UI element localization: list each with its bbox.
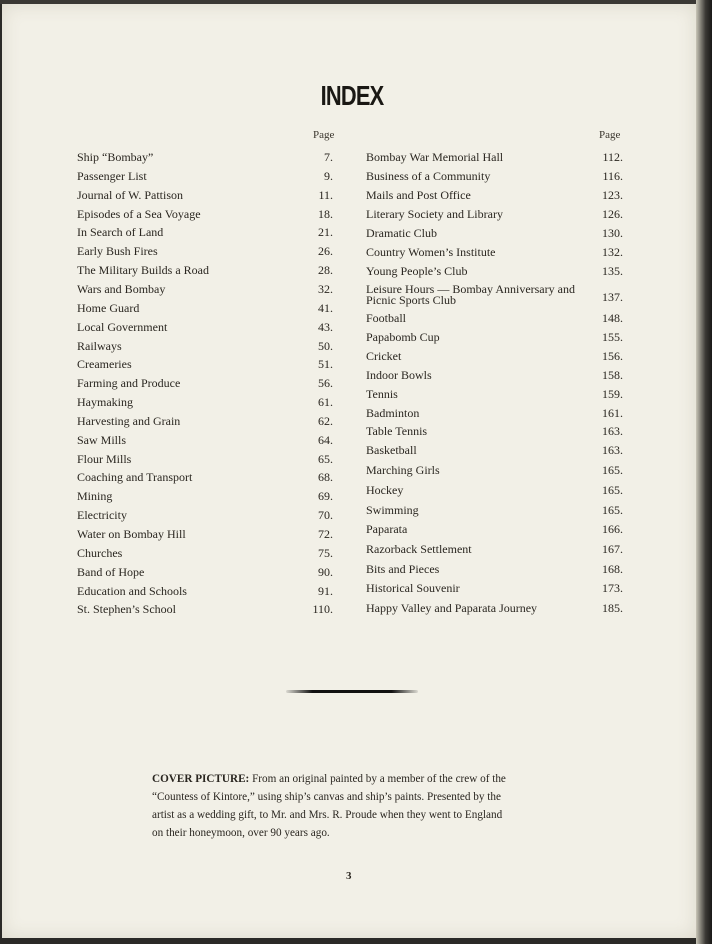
entry-page-number: 163. [602, 443, 623, 457]
index-entry [366, 169, 623, 187]
entry-title: Saw Mills [77, 432, 127, 447]
entry-title: Country Women’s Institute [366, 245, 496, 259]
entry-title: Papabomb Cup [366, 330, 440, 344]
entry-title: Creameries [77, 357, 132, 372]
entry-page-number: 148. [602, 311, 623, 325]
entry-title: Harvesting and Grain [77, 413, 181, 428]
entry-title: Leisure Hours — Bombay Anniversary and [366, 282, 575, 296]
entry-title: Table Tennis [366, 424, 428, 438]
index-entry [77, 508, 333, 526]
index-entry [366, 406, 623, 424]
entry-page-number: 158. [602, 368, 623, 382]
entry-title: Education and Schools [77, 583, 187, 598]
entry-title: Haymaking [77, 395, 133, 410]
entry-page-number: 173. [602, 581, 623, 595]
entry-title: Water on Bombay Hill [77, 527, 186, 541]
entry-title: Historical Souvenir [366, 581, 460, 595]
page-number: 3 [346, 870, 352, 882]
entry-page-number: 165. [602, 463, 623, 477]
entry-page-number: 18. [318, 206, 333, 221]
entry-title: St. Stephen’s School [77, 602, 177, 617]
entry-page-number: 90. [318, 564, 333, 579]
scan-edge-right [696, 0, 712, 944]
entry-page-number: 132. [602, 245, 623, 259]
index-entry [366, 150, 623, 168]
entry-title: Literary Society and Library [366, 207, 503, 221]
entry-page-number: 28. [318, 263, 333, 278]
index-entry [77, 584, 333, 602]
entry-page-number: 135. [602, 264, 623, 278]
entry-title: Railways [77, 338, 122, 353]
entry-page-number: 72. [318, 527, 333, 541]
entry-title: Band of Hope [77, 564, 145, 579]
index-entry [366, 349, 623, 367]
index-entry [77, 565, 333, 583]
index-entry [77, 225, 333, 243]
entry-page-number: 75. [318, 545, 333, 560]
index-entry [366, 581, 623, 599]
entry-page-number: 110. [312, 602, 333, 617]
index-entry [77, 339, 333, 357]
index-entry [366, 311, 623, 329]
index-entry [366, 282, 623, 307]
entry-page-number: 91. [318, 583, 333, 598]
index-entry [366, 522, 623, 540]
entry-title: Ship “Bombay” [77, 150, 154, 164]
entry-title: Passenger List [77, 168, 147, 183]
entry-page-number: 68. [318, 470, 333, 485]
entry-title: Paparata [366, 522, 408, 536]
entry-title: In Search of Land [77, 225, 164, 240]
index-entry [366, 387, 623, 405]
entry-title: Dramatic Club [366, 226, 437, 240]
index-entry [77, 263, 333, 281]
entry-page-number: 64. [318, 432, 333, 447]
index-entry [366, 424, 623, 442]
entry-page-number: 43. [318, 319, 333, 334]
index-entry [366, 368, 623, 386]
entry-title: Early Bush Fires [77, 244, 158, 259]
entry-title: Coaching and Transport [77, 470, 193, 485]
entry-page-number: 41. [318, 300, 333, 315]
entry-title: Marching Girls [366, 463, 440, 477]
index-entry [366, 562, 623, 580]
entry-page-number: 112. [602, 150, 623, 164]
entry-title: Home Guard [77, 300, 140, 315]
entry-page-number: 116. [602, 169, 623, 183]
entry-title: Young People’s Club [366, 264, 468, 278]
document-page [2, 4, 696, 938]
index-entry [77, 207, 333, 225]
index-entry [77, 320, 333, 338]
index-entry [77, 452, 333, 470]
index-entry [77, 602, 333, 620]
entry-title: Bombay War Memorial Hall [366, 150, 504, 164]
cover-line-2: “Countess of Kintore,” using ship’s canvas and ship’s paints. Presented by the [152, 791, 501, 803]
entry-page-number: 165. [602, 503, 623, 517]
entry-title: Journal of W. Pattison [77, 187, 184, 202]
entry-page-number: 155. [602, 330, 623, 344]
index-entry [77, 150, 333, 168]
entry-page-number: 159. [602, 387, 623, 401]
entry-title: Happy Valley and Paparata Journey [366, 601, 538, 615]
entry-title: Bits and Pieces [366, 562, 440, 576]
entry-page-number: 62. [318, 413, 333, 428]
index-entry [366, 207, 623, 225]
entry-page-number: 161. [602, 406, 623, 420]
entry-title: Hockey [366, 483, 404, 497]
index-entry [366, 245, 623, 263]
entry-page-number: 163. [602, 424, 623, 438]
index-entry [77, 376, 333, 394]
entry-page-number: 126. [602, 207, 623, 221]
index-entry [77, 282, 333, 300]
entry-title: Mining [77, 489, 113, 504]
divider-rule [286, 690, 418, 693]
index-entry [77, 357, 333, 375]
entry-page-number: 56. [318, 376, 333, 391]
entry-page-number: 50. [318, 338, 333, 353]
index-entry [77, 414, 333, 432]
entry-title: Mails and Post Office [366, 188, 471, 202]
entry-page-number: 130. [602, 226, 623, 240]
entry-page-number: 21. [318, 225, 333, 240]
index-entry [366, 226, 623, 244]
index-entry [366, 503, 623, 521]
entry-title: Farming and Produce [77, 376, 181, 391]
entry-page-number: 7. [324, 150, 333, 164]
index-entry [366, 264, 623, 282]
index-entry [77, 244, 333, 262]
entry-title: Episodes of a Sea Voyage [77, 206, 201, 221]
entry-title: Flour Mills [77, 451, 132, 466]
entry-page-number: 185. [602, 601, 623, 615]
entry-page-number: 123. [602, 188, 623, 202]
entry-title: Swimming [366, 503, 419, 517]
entry-title: Badminton [366, 406, 420, 420]
entry-title: Razorback Settlement [366, 542, 472, 556]
entry-title: Local Government [77, 319, 168, 334]
entry-title: Indoor Bowls [366, 368, 432, 382]
entry-page-number: 156. [602, 349, 623, 363]
entry-title: Electricity [77, 508, 127, 523]
entry-title-continued: Picnic Sports Club [366, 293, 457, 307]
entry-title: Basketball [366, 443, 417, 457]
index-entry [77, 433, 333, 451]
entry-page-number: 11. [318, 187, 333, 202]
entry-page-number: 26. [318, 244, 333, 259]
entry-page-number: 137. [602, 290, 623, 304]
entry-page-number: 167. [602, 542, 623, 556]
index-entry [77, 470, 333, 488]
cover-picture-caption [152, 770, 562, 842]
entry-page-number: 51. [318, 357, 333, 372]
index-entry [77, 301, 333, 319]
entry-page-number: 165. [602, 483, 623, 497]
right-page-header: Page [599, 129, 621, 141]
index-entry [77, 169, 333, 187]
index-entry [77, 188, 333, 206]
entry-title: Cricket [366, 349, 402, 363]
cover-line-1: From an original painted by a member of the crew of the [252, 773, 506, 785]
index-entry [77, 489, 333, 507]
cover-line-3: artist as a wedding gift, to Mr. and Mrs. R. Proude when they went to England [152, 809, 503, 821]
index-entry [366, 601, 623, 619]
entry-page-number: 32. [318, 281, 333, 296]
index-entry [366, 330, 623, 348]
entry-title: Wars and Bombay [77, 281, 166, 296]
index-entry [77, 546, 333, 564]
index-entry [366, 463, 623, 481]
entry-title: Football [366, 311, 407, 325]
index-entry [77, 527, 333, 545]
entry-title: Tennis [366, 387, 398, 401]
cover-label: COVER PICTURE: [152, 773, 250, 785]
entry-page-number: 9. [324, 168, 333, 183]
left-page-header: Page [313, 129, 335, 141]
entry-page-number: 61. [318, 395, 333, 410]
entry-title: Business of a Community [366, 169, 491, 183]
entry-title: The Military Builds a Road [77, 263, 209, 278]
cover-line-4: on their honeymoon, over 90 years ago. [152, 827, 330, 839]
entry-page-number: 70. [318, 508, 333, 523]
index-title: INDEX [320, 80, 384, 111]
index-entry [366, 188, 623, 206]
entry-page-number: 168. [602, 562, 623, 576]
index-entry [77, 395, 333, 413]
index-entry [366, 443, 623, 461]
entry-page-number: 65. [318, 451, 333, 466]
index-entry [366, 542, 623, 560]
index-entry [366, 483, 623, 501]
entry-page-number: 69. [318, 489, 333, 504]
entry-title: Churches [77, 545, 123, 560]
entry-page-number: 166. [602, 522, 623, 536]
